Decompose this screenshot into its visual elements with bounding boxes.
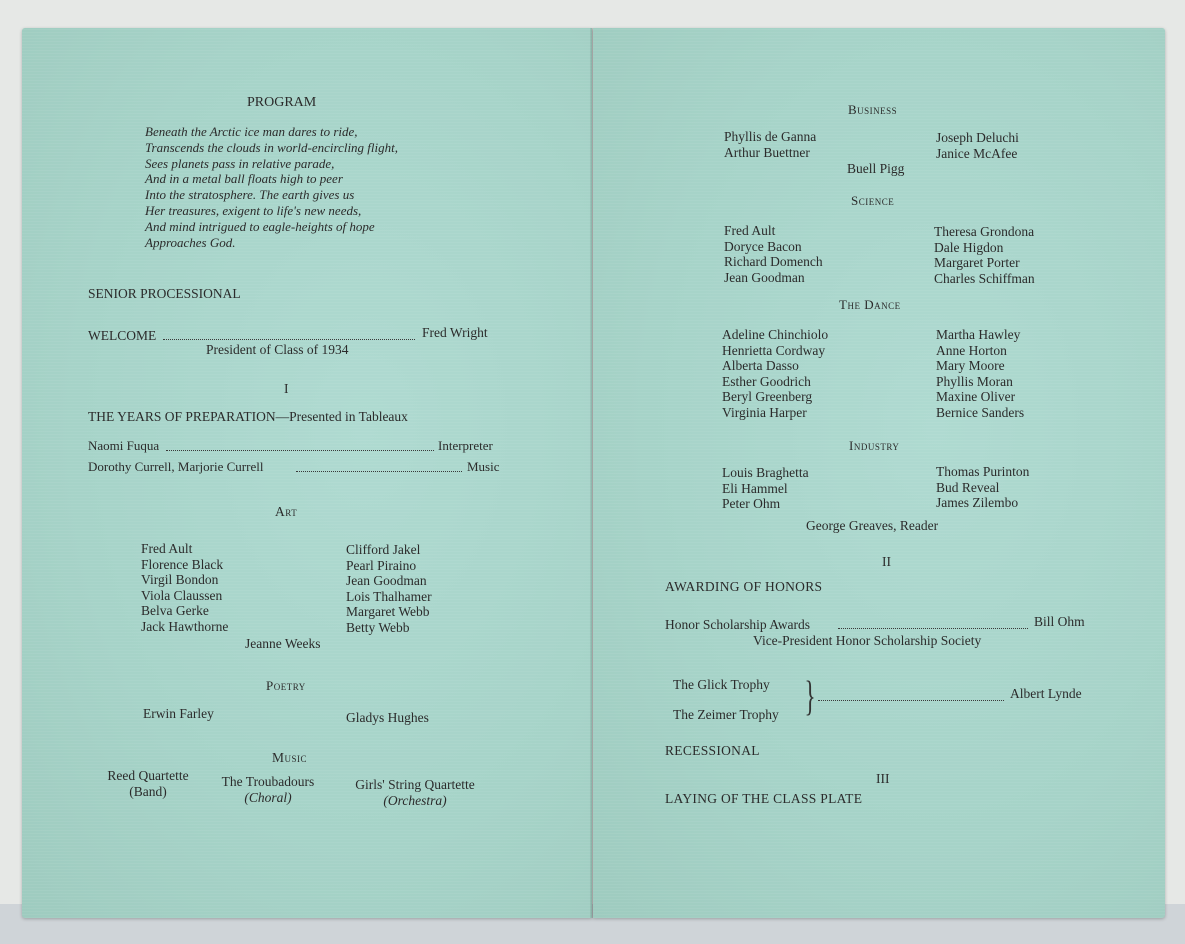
art-column-2	[346, 542, 432, 636]
honor-presenter-title: Vice-President Honor Scholarship Society	[753, 633, 982, 648]
group-name: Girls' String Quartette	[355, 777, 475, 792]
list-item: Alberta Dasso	[722, 358, 799, 374]
list-item: Martha Hawley	[936, 327, 1021, 342]
list-item: James Zilembo	[936, 495, 1019, 511]
zeimer-trophy: The Zeimer Trophy	[673, 707, 779, 722]
list-item: Jack Hawthorne	[141, 618, 229, 634]
industry-column-2	[936, 464, 1029, 511]
dance-heading: The Dance	[839, 297, 901, 312]
list-item: Bernice Sanders	[936, 404, 1025, 420]
list-item: Henrietta Cordway	[722, 342, 826, 358]
art-last-name: Jeanne Weeks	[245, 636, 321, 651]
music-credit-names: Dorothy Currell, Marjorie Currell	[88, 459, 264, 474]
interpreter-role: Interpreter	[438, 438, 493, 453]
poem-line: And mind intrigued to eagle-heights of hope	[145, 218, 375, 234]
welcome-label: WELCOME	[88, 328, 157, 343]
business-last-name: Buell Pigg	[847, 161, 905, 176]
art-column-1	[141, 541, 228, 635]
leader-dots	[166, 450, 434, 451]
list-item: Pearl Piraino	[346, 557, 417, 573]
list-item: Virgil Bondon	[141, 572, 219, 588]
poem-line: Sees planets pass in relative parade,	[145, 155, 335, 171]
poetry-heading: Poetry	[266, 678, 306, 693]
music-group-band	[100, 768, 196, 799]
list-item: Viola Claussen	[141, 587, 223, 603]
trophy-brace: }	[804, 674, 816, 720]
recessional: RECESSIONAL	[665, 743, 760, 758]
list-item: Lois Thalhamer	[346, 588, 432, 604]
class-plate: LAYING OF THE CLASS PLATE	[665, 791, 863, 806]
part-two-numeral: II	[882, 554, 891, 569]
list-item: Dale Higdon	[934, 239, 1004, 255]
leader-dots	[163, 339, 415, 340]
honor-awards-label: Honor Scholarship Awards	[665, 617, 810, 632]
science-column-1	[724, 223, 823, 285]
art-heading: Art	[275, 504, 298, 519]
list-item: Charles Schiffman	[934, 270, 1035, 286]
list-item: Fred Ault	[724, 223, 776, 238]
list-item: Richard Domench	[724, 254, 823, 270]
list-item: Fred Ault	[141, 541, 193, 556]
industry-column-1	[722, 465, 809, 512]
honor-presenter: Bill Ohm	[1034, 614, 1085, 629]
poem-line: Beneath the Arctic ice man dares to ride,	[145, 124, 358, 139]
industry-reader: George Greaves, Reader	[806, 518, 939, 533]
program-heading: PROGRAM	[247, 95, 317, 110]
interpreter-name: Naomi Fuqua	[88, 438, 160, 453]
poetry-name-1: Erwin Farley	[143, 706, 214, 721]
welcome-speaker: Fred Wright	[422, 325, 488, 340]
awarding-heading: AWARDING OF HONORS	[665, 579, 823, 594]
list-item: Florence Black	[141, 556, 224, 572]
industry-heading: Industry	[849, 438, 900, 453]
trophy-presenter: Albert Lynde	[1010, 686, 1082, 701]
list-item: Thomas Purinton	[936, 464, 1030, 479]
part-three-numeral: III	[876, 771, 890, 786]
leader-dots	[296, 471, 462, 472]
list-item: Janice McAfee	[936, 145, 1018, 161]
list-item: Margaret Porter	[934, 255, 1020, 271]
years-heading: THE YEARS OF PREPARATION—Presented in Tableaux	[88, 409, 408, 424]
dance-column-2	[936, 327, 1024, 421]
group-name: Reed Quartette	[107, 768, 189, 783]
welcome-speaker-title: President of Class of 1934	[206, 342, 349, 357]
business-heading: Business	[848, 102, 898, 117]
list-item: Phyllis de Ganna	[724, 129, 817, 144]
poem-line: Into the stratosphere. The earth gives us	[145, 187, 355, 203]
list-item: Phyllis Moran	[936, 373, 1013, 389]
group-sub: (Choral)	[244, 789, 292, 805]
list-item: Beryl Greenberg	[722, 389, 813, 405]
list-item: Joseph Deluchi	[936, 130, 1019, 145]
list-item: Esther Goodrich	[722, 373, 811, 389]
list-item: Betty Webb	[346, 619, 410, 635]
poetry-name-2: Gladys Hughes	[346, 710, 429, 725]
list-item: Jean Goodman	[724, 269, 805, 285]
list-item: Doryce Bacon	[724, 238, 802, 254]
science-heading: Science	[851, 193, 895, 208]
list-item: Eli Hammel	[722, 480, 788, 496]
list-item: Bud Reveal	[936, 479, 1000, 495]
science-column-2	[934, 224, 1035, 286]
list-item: Jean Goodman	[346, 573, 427, 589]
music-group-choral	[211, 774, 325, 805]
poem-line: Transcends the clouds in world-encircling flight,	[145, 139, 399, 155]
senior-processional: SENIOR PROCESSIONAL	[88, 286, 241, 301]
opening-poem	[145, 124, 475, 250]
list-item: Theresa Grondona	[934, 224, 1035, 239]
list-item: Margaret Webb	[346, 604, 430, 620]
group-sub: (Orchestra)	[383, 792, 447, 808]
list-item: Arthur Buettner	[724, 144, 810, 160]
list-item: Adeline Chinchiolo	[722, 327, 829, 342]
list-item: Virginia Harper	[722, 404, 807, 420]
music-heading: Music	[272, 750, 308, 765]
list-item: Peter Ohm	[722, 496, 781, 512]
glick-trophy: The Glick Trophy	[673, 677, 770, 692]
business-column-2	[936, 130, 1019, 161]
list-item: Louis Braghetta	[722, 465, 809, 480]
group-sub: (Band)	[129, 783, 167, 799]
list-item: Anne Horton	[936, 342, 1007, 358]
music-credit-role: Music	[467, 459, 500, 474]
poem-line: Approaches God.	[145, 234, 236, 250]
leader-dots	[838, 628, 1028, 629]
list-item: Clifford Jakel	[346, 542, 421, 557]
dance-column-1	[722, 327, 828, 421]
music-group-orchestra	[340, 777, 490, 808]
list-item: Maxine Oliver	[936, 389, 1016, 405]
list-item: Belva Gerke	[141, 603, 209, 619]
poem-line: Her treasures, exigent to life's new needs,	[145, 202, 362, 218]
leader-dots	[818, 700, 1004, 701]
business-column-1	[724, 129, 816, 160]
list-item: Mary Moore	[936, 358, 1005, 374]
part-one-numeral: I	[284, 381, 289, 396]
poem-line: And in a metal ball floats high to peer	[145, 171, 343, 187]
group-name: The Troubadours	[221, 774, 315, 789]
